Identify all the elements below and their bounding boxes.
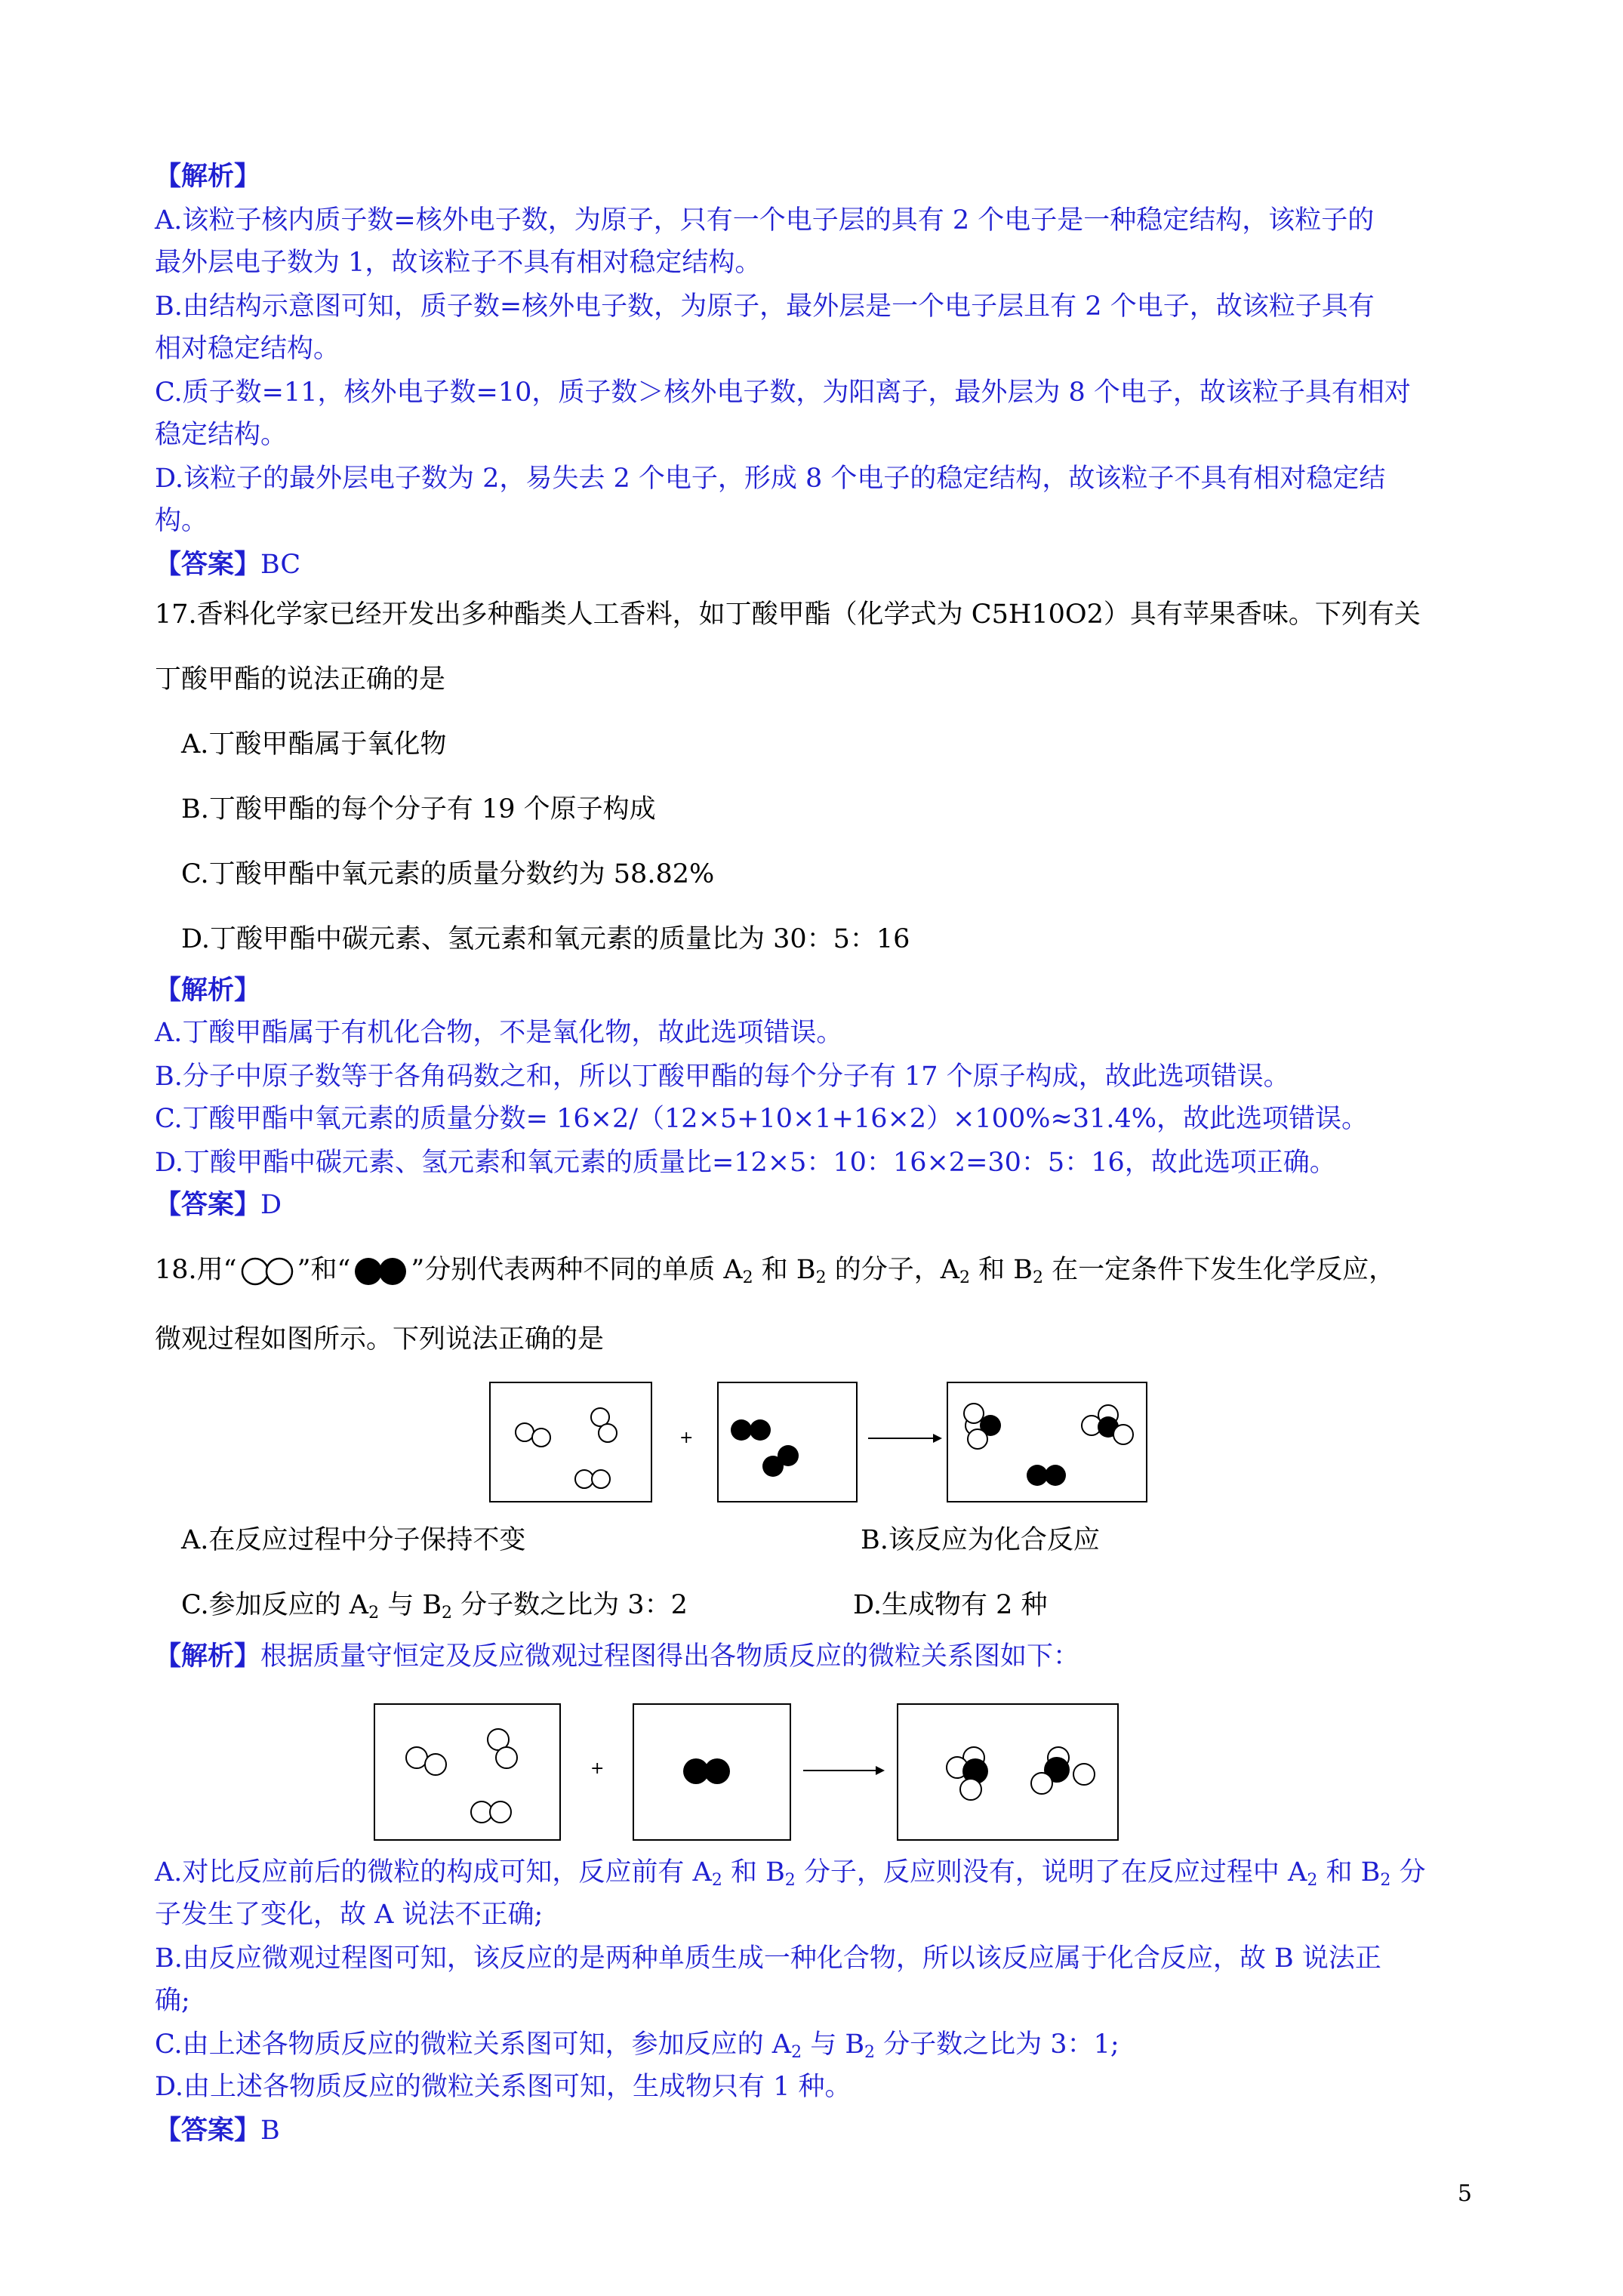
q18-option-c-mid: 与 B [379,1590,442,1620]
q18-ana-a-mid3: 和 B [1317,1857,1381,1888]
q17-answer-tag: 【答案】 [155,1190,261,1220]
q18-ana-a-sub3: 2 [1307,1871,1318,1890]
q18-analysis-a-line2: 子发生了变化，故 A 说法不正确; [155,1900,544,1930]
q18-stem-mid3: 的分子，A [826,1255,960,1285]
q18-stem-sub-a: 2 [742,1268,753,1287]
relation-product-panel [897,1703,1119,1841]
reaction-arrow [868,1427,944,1450]
q18-option-b: B.该反应为化合反应 [861,1525,1100,1555]
q17-stem-line1: 17.香料化学家已经开发出多种酯类人工香料，如丁酸甲酯（化学式为 C5H10O2）具有苹果香味。下列有关 [155,599,1421,630]
q17-analysis-tag: 【解析】 [155,975,261,1006]
relation-b2-panel [633,1703,791,1841]
q18-stem-mid1: ”和“ [297,1255,351,1285]
q18-ana-a-end: 分 [1390,1857,1426,1888]
q18-ana-c-pre: C.由上述各物质反应的微粒关系图可知，参加反应的 A [155,2029,792,2060]
q16-analysis-a-line2: 最外层电子数为 1，故该粒子不具有相对稳定结构。 [155,248,762,278]
q18-option-a: A.在反应过程中分子保持不变 [181,1525,526,1555]
q18-analysis-intro: 根据质量守恒定及反应微观过程图得出各物质反应的微粒关系图如下： [260,1641,1080,1672]
q18-stem-sub-c: 2 [959,1268,971,1287]
q18-stem-and2: 和 B [970,1255,1033,1285]
q16-analysis-b-line2: 相对稳定结构。 [155,334,340,364]
q18-stem-end: 在一定条件下发生化学反应， [1043,1255,1396,1285]
q17-analysis-b: B.分子中原子数等于各角码数之和，所以丁酸甲酯的每个分子有 17 个原子构成，故此选项错误。 [155,1062,1290,1092]
q18-analysis-b-line1: B.由反应微观过程图可知，该反应的是两种单质生成一种化合物，所以该反应属于化合反应，故 B 说法正 [155,1943,1381,1974]
q18-answer [155,2114,280,2147]
q18-option-c [181,1589,688,1622]
q18-option-c-end: 分子数之比为 3：2 [452,1590,688,1620]
q18-ana-a-sub2: 2 [784,1871,796,1890]
q18-ana-c-sub2: 2 [864,2043,876,2062]
q17-analysis-c: C.丁酸甲酯中氧元素的质量分数= 16×2/（12×5+10×1+16×2）×100%≈31.4%，故此选项错误。 [155,1104,1368,1134]
q16-analysis-b-line1: B.由结构示意图可知，质子数=核外电子数，为原子，最外层是一个电子层且有 2 个电子，故该粒子具有 [155,291,1375,322]
open-molecule-icon [237,1256,297,1287]
q17-stem-line2: 丁酸甲酯的说法正确的是 [155,664,446,695]
q18-stem-sub-b: 2 [815,1268,827,1287]
q16-analysis-d-line1: D.该粒子的最外层电子数为 2，易失去 2 个电子，形成 8 个电子的稳定结构，故该粒子不具有相对稳定结 [155,464,1386,494]
q18-ana-a-mid2: 分子，反应则没有，说明了在反应过程中 A [795,1857,1307,1888]
q18-ana-a-mid1: 和 B [722,1857,785,1888]
q18-answer-tag: 【答案】 [155,2116,261,2146]
q17-option-a: A.丁酸甲酯属于氧化物 [181,729,447,760]
q18-ana-c-sub1: 2 [791,2043,802,2062]
q18-answer-value: B [260,2116,280,2146]
reactant-a2-panel [489,1382,652,1502]
q16-analysis-a-line1: A.该粒子核内质子数=核外电子数，为原子，只有一个电子层的具有 2 个电子是一种稳定结构，该粒子的 [155,205,1375,236]
filled-molecule-icon [350,1256,411,1287]
q17-option-c: C.丁酸甲酯中氧元素的质量分数约为 58.82% [181,859,715,889]
q16-answer [155,548,300,581]
q18-option-d: D.生成物有 2 种 [853,1590,1048,1620]
reactant-b2-panel [717,1382,858,1502]
q18-analysis-tag: 【解析】 [155,1641,261,1672]
relation-arrow [803,1759,886,1782]
q18-stem-line1 [155,1253,1395,1287]
q18-ana-a-sub1: 2 [711,1871,722,1890]
relation-plus-sign: + [590,1759,605,1778]
q18-analysis-intro-line [155,1640,1079,1673]
page-number: 5 [1457,2180,1472,2207]
q17-answer [155,1188,282,1222]
q18-analysis-b-line2: 确; [155,1986,190,2016]
q18-stem-prefix: 18.用“ [155,1255,237,1285]
q18-ana-c-mid: 与 B [802,2029,865,2060]
product-panel [947,1382,1147,1502]
q16-analysis-tag: 【解析】 [155,162,261,192]
q18-analysis-a-line1 [155,1856,1425,1889]
q16-analysis-c-line2: 稳定结构。 [155,420,288,450]
q18-ana-c-end: 分子数之比为 3：1; [875,2029,1119,2060]
q18-stem-line2: 微观过程如图所示。下列说法正确的是 [155,1324,605,1354]
q16-analysis-c-line1: C.质子数=11，核外电子数=10，质子数＞核外电子数，为阳离子，最外层为 8 个电子，故该粒子具有相对 [155,378,1411,408]
q18-ana-a-pre: A.对比反应前后的微粒的构成可知，反应前有 A [155,1857,712,1888]
q18-option-c-pre: C.参加反应的 A [181,1590,369,1620]
q18-analysis-c [155,2028,1119,2061]
q17-analysis-a: A.丁酸甲酯属于有机化合物，不是氧化物，故此选项错误。 [155,1018,843,1048]
relation-a2-panel [374,1703,561,1841]
q18-option-c-sub2: 2 [442,1604,453,1623]
q18-stem-sub-d: 2 [1033,1268,1044,1287]
q16-answer-tag: 【答案】 [155,550,261,580]
reaction-plus-sign: + [679,1428,694,1447]
q17-option-d: D.丁酸甲酯中碳元素、氢元素和氧元素的质量比为 30：5：16 [181,924,910,954]
q17-answer-value: D [260,1190,282,1220]
q18-ana-a-sub4: 2 [1380,1871,1391,1890]
q18-analysis-d: D.由上述各物质反应的微粒关系图可知，生成物只有 1 种。 [155,2072,852,2102]
q17-analysis-d: D.丁酸甲酯中碳元素、氢元素和氧元素的质量比=12×5：10：16×2=30：5：16，故此选项正确。 [155,1148,1336,1178]
q18-stem-mid2: ”分别代表两种不同的单质 A [411,1255,743,1285]
q18-option-c-sub1: 2 [368,1604,380,1623]
q17-option-b: B.丁酸甲酯的每个分子有 19 个原子构成 [181,794,656,824]
q16-answer-value: BC [260,550,301,580]
q16-analysis-d-line2: 构。 [155,506,208,536]
q18-stem-and: 和 B [753,1255,816,1285]
